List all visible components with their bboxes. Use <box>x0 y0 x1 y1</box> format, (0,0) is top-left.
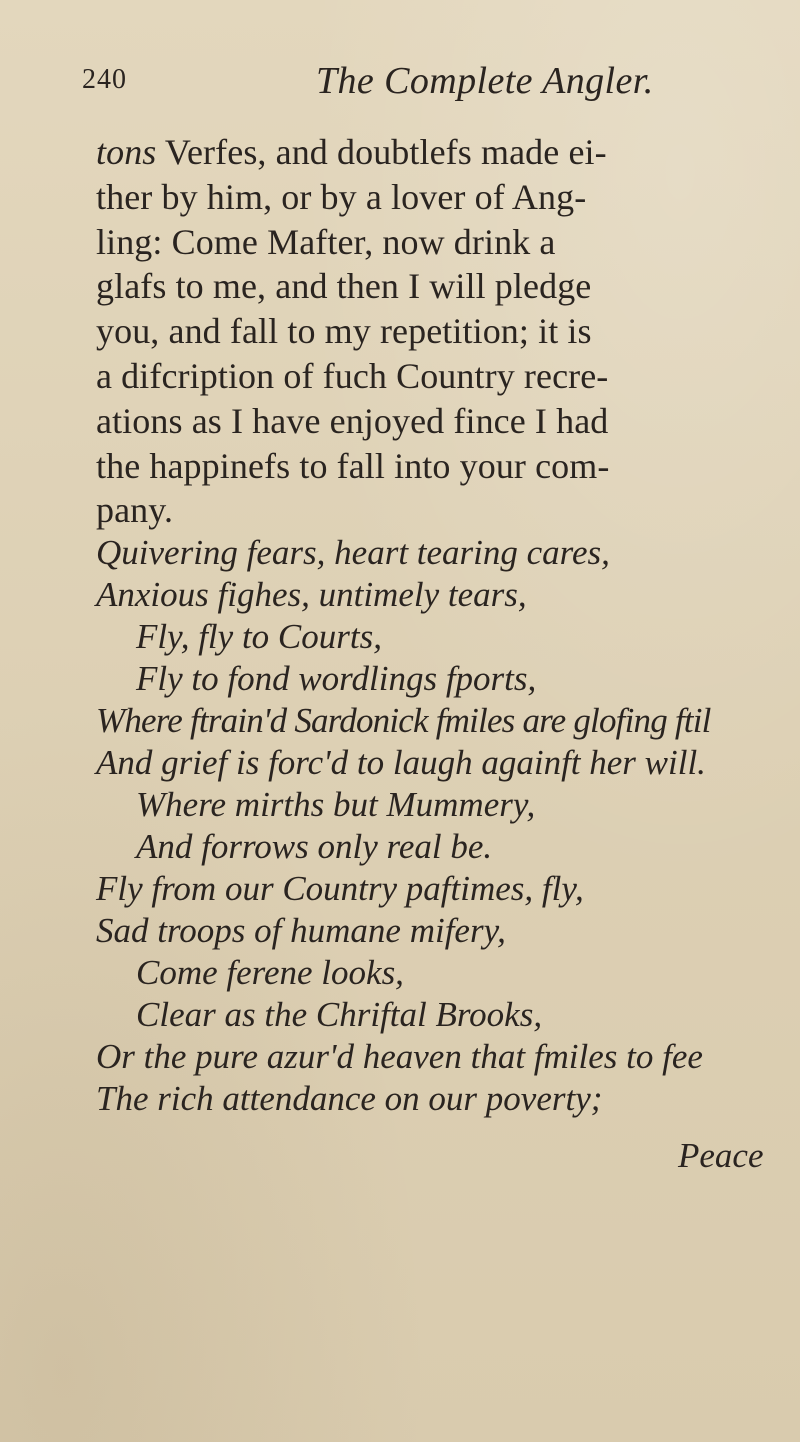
verse-line: And grief is forc'd to laugh againft her will. <box>96 743 706 782</box>
prose-line: ling: Come Mafter, now drink a <box>96 221 556 262</box>
prose-paragraph <box>96 130 786 533</box>
verse-stanza-1 <box>96 532 796 868</box>
verse-line: Quivering fears, heart tearing cares, <box>96 533 610 572</box>
page-number: 240 <box>82 64 127 95</box>
verse-line: Fly from our Country paftimes, fly, <box>96 869 584 908</box>
verse-line: Clear as the Chriftal Brooks, <box>136 995 543 1034</box>
verse-line: Or the pure azur'd heaven that fmiles to fee <box>96 1037 703 1076</box>
verse-stanza-2 <box>96 868 796 1120</box>
prose-line <box>96 130 786 175</box>
verse-line: The rich attendance on our poverty; <box>96 1079 603 1118</box>
prose-line: ther by him, or by a lover of Ang- <box>96 176 587 217</box>
prose-line: you, and fall to my repetition; it is <box>96 311 592 352</box>
verse-line: Anxious fighes, untimely tears, <box>96 575 527 614</box>
prose-line: ations as I have enjoyed fince I had <box>96 400 609 441</box>
prose-line: the happinefs to fall into your com- <box>96 445 610 486</box>
verse-line: Fly, fly to Courts, <box>136 617 382 656</box>
verse-line: Fly to fond wordlings fports, <box>136 659 537 698</box>
verse-line: Sad troops of humane mifery, <box>96 911 506 950</box>
prose-line: a difcription of fuch Country recre- <box>96 355 609 396</box>
verse-line: Come ferene looks, <box>136 953 404 992</box>
prose-text: Verfes, and doubtlefs made ei- <box>156 132 607 172</box>
verse-line: And forrows only real be. <box>136 827 493 866</box>
verse-line: Where mirths but Mummery, <box>136 785 536 824</box>
prose-line: pany. <box>96 490 174 531</box>
prose-line: glafs to me, and then I will pledge <box>96 266 592 307</box>
prose-italic-word: tons <box>96 132 157 172</box>
verse-line: Where ftrain'd Sardonick fmiles are glofing ftil <box>96 701 711 740</box>
running-head: The Complete Angler. <box>316 60 654 102</box>
catchword: Peace <box>678 1136 764 1175</box>
